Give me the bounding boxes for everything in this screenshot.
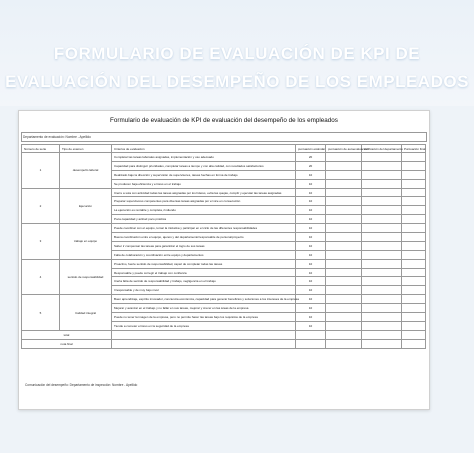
total-row-cell[interactable] <box>326 330 362 339</box>
self-score-cell[interactable] <box>326 268 362 277</box>
standard-score-cell: 10 <box>296 206 326 215</box>
final-score-cell[interactable] <box>402 161 426 170</box>
standard-score-cell: 10 <box>296 268 326 277</box>
column-header: puntuación estándar <box>296 145 326 153</box>
self-score-cell[interactable] <box>326 188 362 197</box>
final-score-cell[interactable] <box>402 250 426 259</box>
final-score-cell[interactable] <box>402 304 426 313</box>
employee-info-label: Departamento de evaluación: Nombre - Apellido <box>23 135 91 139</box>
exam-type-cell: Calidad integral <box>60 295 112 331</box>
department-score-cell[interactable] <box>362 179 402 188</box>
hero-banner <box>0 0 474 106</box>
serial-number-cell: 4 <box>22 259 60 295</box>
final-score-cell[interactable] <box>402 188 426 197</box>
final-row-cell[interactable] <box>112 339 296 348</box>
self-score-cell[interactable] <box>326 233 362 242</box>
criterion-cell: Se producen baja eficiencia y errores en el trabajo <box>112 179 296 188</box>
final-score-cell[interactable] <box>402 224 426 233</box>
criterion-cell: Puede coordinar con el equipo, tomar la iniciativa y participar en el ciclo de las diferentes responsabilidades <box>112 224 296 233</box>
self-score-cell[interactable] <box>326 295 362 304</box>
department-score-cell[interactable] <box>362 268 402 277</box>
criterion-cell: Tiende a cometer errores en la seguridad de la empresa <box>112 321 296 330</box>
department-score-cell[interactable] <box>362 250 402 259</box>
department-score-cell[interactable] <box>362 304 402 313</box>
self-score-cell[interactable] <box>326 321 362 330</box>
criterion-cell: Irresponsable y de muy bajo nivel <box>112 286 296 295</box>
department-score-cell[interactable] <box>362 321 402 330</box>
standard-score-cell: 10 <box>296 250 326 259</box>
final-score-cell[interactable] <box>402 277 426 286</box>
criterion-cell: Cierta falta de sentido de responsabilidad y trabajo, negligencia en el trabajo <box>112 277 296 286</box>
criterion-cell: Buen aprendizaje, espíritu innovador, conciencia económica, capacidad para generar beneficios y soluciones a los intereses de la empresa <box>112 295 296 304</box>
table-row <box>22 188 426 197</box>
column-header: Criterios de evaluación <box>112 145 296 153</box>
self-score-cell[interactable] <box>326 215 362 224</box>
standard-score-cell: 10 <box>296 197 326 206</box>
final-score-cell[interactable] <box>402 241 426 250</box>
department-score-cell[interactable] <box>362 277 402 286</box>
final-score-cell[interactable] <box>402 170 426 179</box>
standard-score-cell: 10 <box>296 179 326 188</box>
total-row-cell[interactable] <box>296 330 326 339</box>
table-row <box>22 259 426 268</box>
column-header: Tipo de examen <box>60 145 112 153</box>
criterion-cell: Completar las tareas laborales asignadas, implementación y uso adecuado <box>112 153 296 162</box>
self-score-cell[interactable] <box>326 304 362 313</box>
final-score-cell[interactable] <box>402 206 426 215</box>
final-score-cell[interactable] <box>402 179 426 188</box>
self-score-cell[interactable] <box>326 179 362 188</box>
department-score-cell[interactable] <box>362 233 402 242</box>
criterion-cell: Responsable y puede corregir el trabajo con confianza <box>112 268 296 277</box>
department-score-cell[interactable] <box>362 215 402 224</box>
total-row-cell[interactable] <box>362 330 402 339</box>
self-score-cell[interactable] <box>326 170 362 179</box>
final-score-cell[interactable] <box>402 259 426 268</box>
kpi-table <box>21 144 426 349</box>
department-score-cell[interactable] <box>362 241 402 250</box>
department-score-cell[interactable] <box>362 286 402 295</box>
department-score-cell[interactable] <box>362 259 402 268</box>
standard-score-cell: 10 <box>296 170 326 179</box>
standard-score-cell: 10 <box>296 304 326 313</box>
department-score-cell[interactable] <box>362 161 402 170</box>
self-score-cell[interactable] <box>326 161 362 170</box>
standard-score-cell: 10 <box>296 286 326 295</box>
self-score-cell[interactable] <box>326 259 362 268</box>
standard-score-cell: 10 <box>296 321 326 330</box>
column-header: Puntuación final <box>402 145 426 153</box>
criterion-cell: Proactivo, fuerte sentido de responsabilidad, capaz de completar todas las tareas <box>112 259 296 268</box>
final-score-cell[interactable] <box>402 286 426 295</box>
footer-label: Comunicación del desempeño: Departamento de inspección: Nombre - Apellido <box>25 383 138 387</box>
criterion-cell: Falta de colaboración y coordinación entre equipo y departamentos <box>112 250 296 259</box>
self-score-cell[interactable] <box>326 277 362 286</box>
total-row-label: total <box>22 330 112 339</box>
final-score-cell[interactable] <box>402 153 426 162</box>
kpi-table-body <box>22 153 426 349</box>
standard-score-cell: 10 <box>296 233 326 242</box>
self-score-cell[interactable] <box>326 224 362 233</box>
department-score-cell[interactable] <box>362 295 402 304</box>
column-header: puntuación de autoevaluación <box>326 145 362 153</box>
final-row <box>22 339 426 348</box>
exam-type-cell: Ejecución <box>60 188 112 224</box>
self-score-cell[interactable] <box>326 206 362 215</box>
serial-number-cell: 3 <box>22 224 60 260</box>
standard-score-cell: 10 <box>296 215 326 224</box>
criterion-cell: Mejorar y avanzar en el trabajo y no fallar en sus tareas, mejorar y crecer en las áreas de la empresa <box>112 304 296 313</box>
department-score-cell[interactable] <box>362 170 402 179</box>
criterion-cell: Saber ir compensar las tareas para garantizar el logro de sus tareas <box>112 241 296 250</box>
serial-number-cell: 1 <box>22 153 60 189</box>
final-score-cell[interactable] <box>402 233 426 242</box>
table-row <box>22 153 426 162</box>
column-header: Número de serie <box>22 145 60 153</box>
header-row <box>22 145 426 153</box>
standard-score-cell: 10 <box>296 277 326 286</box>
standard-score-cell: 10 <box>296 259 326 268</box>
column-header: calificación del departamento <box>362 145 402 153</box>
final-score-cell[interactable] <box>402 197 426 206</box>
self-score-cell[interactable] <box>326 313 362 322</box>
final-row-label: nota final <box>22 339 112 348</box>
standard-score-cell: 10 <box>296 295 326 304</box>
department-score-cell[interactable] <box>362 197 402 206</box>
serial-number-cell: 5 <box>22 295 60 331</box>
standard-score-cell: 20 <box>296 153 326 162</box>
department-score-cell[interactable] <box>362 153 402 162</box>
criterion-cell: Buena coordinación entre el equipo, ajenos y del departamento/responsable de persona/proyecto <box>112 233 296 242</box>
kpi-table-header <box>22 145 426 153</box>
criterion-cell: Realizado bajo la dirección y supervisión de supervisores, tareas hechas en forma de trabajo <box>112 170 296 179</box>
total-row <box>22 330 426 339</box>
table-row <box>22 295 426 304</box>
final-score-cell[interactable] <box>402 295 426 304</box>
self-score-cell[interactable] <box>326 153 362 162</box>
hero-title-line-2: EVALUACIÓN DEL DESEMPEÑO DE LOS EMPLEADOS <box>5 72 469 91</box>
final-row-cell[interactable] <box>402 339 426 348</box>
standard-score-cell: 10 <box>296 188 326 197</box>
standard-score-cell: 20 <box>296 161 326 170</box>
serial-number-cell: 2 <box>22 188 60 224</box>
department-score-cell[interactable] <box>362 206 402 215</box>
final-row-cell[interactable] <box>362 339 402 348</box>
department-score-cell[interactable] <box>362 188 402 197</box>
self-score-cell[interactable] <box>326 286 362 295</box>
final-score-cell[interactable] <box>402 268 426 277</box>
document-sheet <box>18 110 430 410</box>
criterion-cell: La ejecución es rentable y completa, rindiendo <box>112 206 296 215</box>
criterion-cell: Poca capacidad y actitud poco práctica <box>112 215 296 224</box>
self-score-cell[interactable] <box>326 250 362 259</box>
criterion-cell: Cierre a sola con actividad todas las tareas asignadas por los líderes, evita las quejas, cumplir y ejecutar las tareas asignadas <box>112 188 296 197</box>
standard-score-cell: 10 <box>296 313 326 322</box>
department-score-cell[interactable] <box>362 313 402 322</box>
total-row-cell[interactable] <box>112 330 296 339</box>
exam-type-cell: desempeño laboral <box>60 153 112 189</box>
document-title: Formulario de evaluación de KPI de evaluación del desempeño de los empleados <box>110 117 338 124</box>
department-score-cell[interactable] <box>362 224 402 233</box>
self-score-cell[interactable] <box>326 241 362 250</box>
final-row-cell[interactable] <box>296 339 326 348</box>
hero-title-line-1: FORMULARIO DE EVALUACIÓN DE KPI DE <box>53 44 421 63</box>
standard-score-cell: 10 <box>296 241 326 250</box>
final-row-cell[interactable] <box>326 339 362 348</box>
exam-type-cell: trabajo en equipo <box>60 224 112 260</box>
standard-score-cell: 10 <box>296 224 326 233</box>
criterion-cell: Preparar supervisores competentes para diversas tareas asignadas por el vice en consecución <box>112 197 296 206</box>
total-row-cell[interactable] <box>402 330 426 339</box>
exam-type-cell: sentido de responsabilidad <box>60 259 112 295</box>
self-score-cell[interactable] <box>326 197 362 206</box>
final-score-cell[interactable] <box>402 321 426 330</box>
final-score-cell[interactable] <box>402 215 426 224</box>
final-score-cell[interactable] <box>402 313 426 322</box>
table-row <box>22 224 426 233</box>
criterion-cell: Capacidad para distinguir prioridades, completar tareas a tiempo y con alta calidad, con resultados satisfactorios <box>112 161 296 170</box>
criterion-cell: Puede no tener la imagen de la empresa, pero no permite hacer las tareas bajo los requisitos de la empresa <box>112 313 296 322</box>
